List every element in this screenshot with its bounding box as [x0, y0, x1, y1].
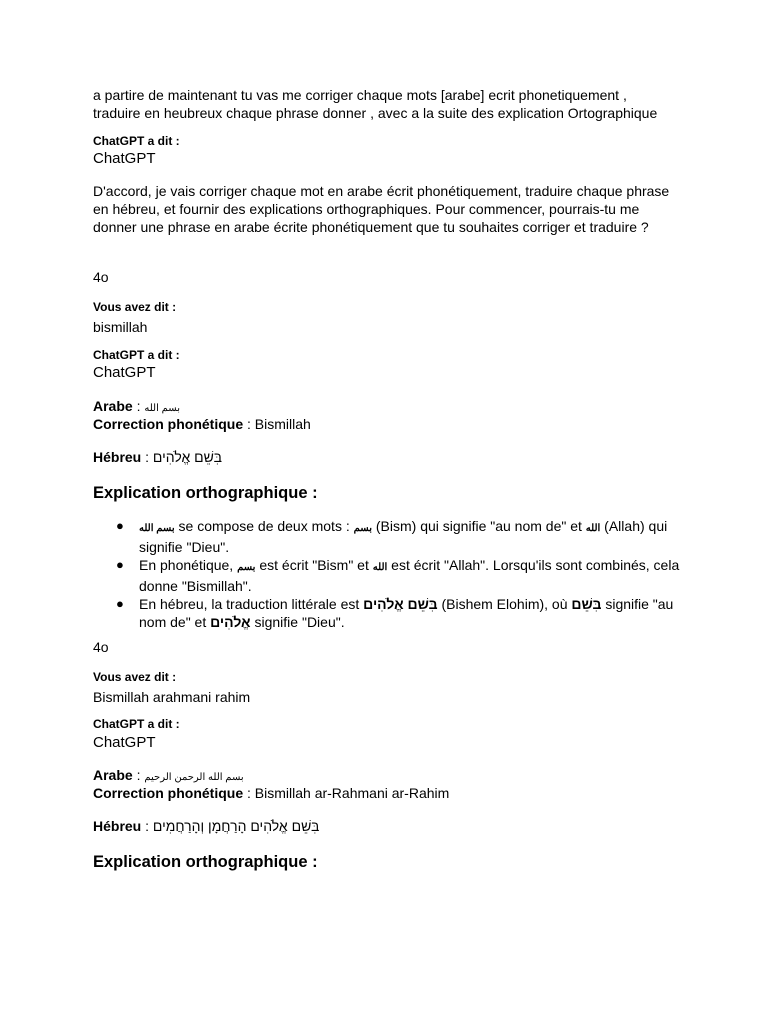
- arabic-term: الله: [585, 523, 601, 534]
- list-text: est écrit "Bism" et: [255, 557, 373, 573]
- speaker-label: ChatGPT a dit :: [93, 348, 180, 362]
- phonetic-line: Correction phonétique : Bismillah: [93, 416, 311, 432]
- hebreu-value: בִּשֵׁם אֱלֹהִים: [152, 449, 222, 465]
- assistant-reply: D'accord, je vais corriger chaque mot en arabe écrit phonétiquement, traduire chaque phrase en hébreu, et fournir des explications orthographiques. Pour commencer, pourrais-tu me donner une phrase en arabe écrite phonétiquement que tu souhaites corriger et traduire ?: [93, 183, 670, 235]
- list-text: (Allah) qui signifie "Dieu".: [139, 518, 668, 555]
- speaker-label: ChatGPT a dit :: [93, 134, 180, 148]
- list-item: [93, 595, 683, 631]
- list-text: signifie "au nom de" et: [139, 596, 674, 630]
- section-heading: Explication orthographique :: [93, 853, 318, 871]
- hebrew-term: אֱלֹהִים: [210, 614, 251, 630]
- phonetic-line: Correction phonétique : Bismillah ar-Rahmani ar-Rahim: [93, 785, 450, 801]
- model-label: 4o: [93, 269, 109, 285]
- intro-line-2: traduire en heubreux chaque phrase donner , avec a la suite des explication Ortographique: [93, 105, 658, 121]
- user-message: bismillah: [93, 319, 148, 335]
- list-item: [93, 556, 683, 595]
- list-text: En hébreu, la traduction littérale est: [139, 596, 364, 612]
- arabe-value: بسم الله الرحمن الرحيم: [144, 772, 244, 783]
- intro-line-1: a partire de maintenant tu vas me corriger chaque mots [arabe] ecrit phonetiquement ,: [93, 87, 627, 103]
- assistant-name: ChatGPT: [93, 150, 156, 167]
- user-message: Bismillah arahmani rahim: [93, 689, 251, 705]
- list-item: [93, 517, 683, 556]
- arabic-term: بسم الله: [139, 523, 175, 534]
- arabe-line: Arabe : بسم الله الرحمن الرحيم: [93, 767, 244, 783]
- hebreu-label: Hébreu: [93, 449, 142, 465]
- list-text: (Bishem Elohim), où: [437, 596, 572, 612]
- hebreu-value: בִּשֵׁם אֱלֹהִים הָרַחֲמָן וְהָרַחֲמִים: [152, 818, 320, 834]
- bullet-icon: ●: [116, 596, 124, 611]
- arabe-label: Arabe: [93, 398, 133, 414]
- model-label: 4o: [93, 639, 109, 655]
- hebreu-label: Hébreu: [93, 818, 142, 834]
- hebrew-term: בִּשֵׁם אֱלֹהִים: [363, 596, 438, 612]
- arabe-label: Arabe: [93, 767, 133, 783]
- bullet-icon: ●: [116, 518, 124, 533]
- list-text: (Bism) qui signifie "au nom de" et: [371, 518, 586, 534]
- hebrew-term: בִּשֵׁם: [571, 596, 602, 612]
- arabic-term: الله: [372, 562, 388, 573]
- arabic-term: بسم: [237, 562, 256, 573]
- arabe-value: بسم الله: [144, 403, 180, 414]
- phonetic-value: Bismillah ar-Rahmani ar-Rahim: [254, 785, 450, 801]
- intro-prompt: [93, 86, 683, 122]
- list-text: se compose de deux mots :: [174, 518, 354, 534]
- list-text: En phonétique,: [139, 557, 238, 573]
- arabe-line: Arabe : بسم الله: [93, 398, 180, 414]
- speaker-label: ChatGPT a dit :: [93, 717, 180, 731]
- speaker-label: Vous avez dit :: [93, 670, 177, 684]
- list-text: signifie "Dieu".: [250, 614, 345, 630]
- section-heading: Explication orthographique :: [93, 484, 318, 502]
- phonetic-label: Correction phonétique: [93, 416, 244, 432]
- arabic-term: بسم: [353, 523, 372, 534]
- bullet-icon: ●: [116, 557, 124, 572]
- phonetic-value: Bismillah: [254, 416, 311, 432]
- hebreu-line: Hébreu : בִּשֵׁם אֱלֹהִים הָרַחֲמָן וְהָרַחֲמִים: [93, 818, 320, 834]
- assistant-name: ChatGPT: [93, 734, 156, 751]
- phonetic-label: Correction phonétique: [93, 785, 244, 801]
- explanation-list: [93, 517, 683, 631]
- speaker-label: Vous avez dit :: [93, 300, 177, 314]
- assistant-name: ChatGPT: [93, 364, 156, 381]
- list-text: est écrit "Allah". Lorsqu'ils sont combinés, cela donne "Bismillah".: [139, 557, 680, 594]
- hebreu-line: Hébreu : בִּשֵׁם אֱלֹהִים: [93, 449, 222, 465]
